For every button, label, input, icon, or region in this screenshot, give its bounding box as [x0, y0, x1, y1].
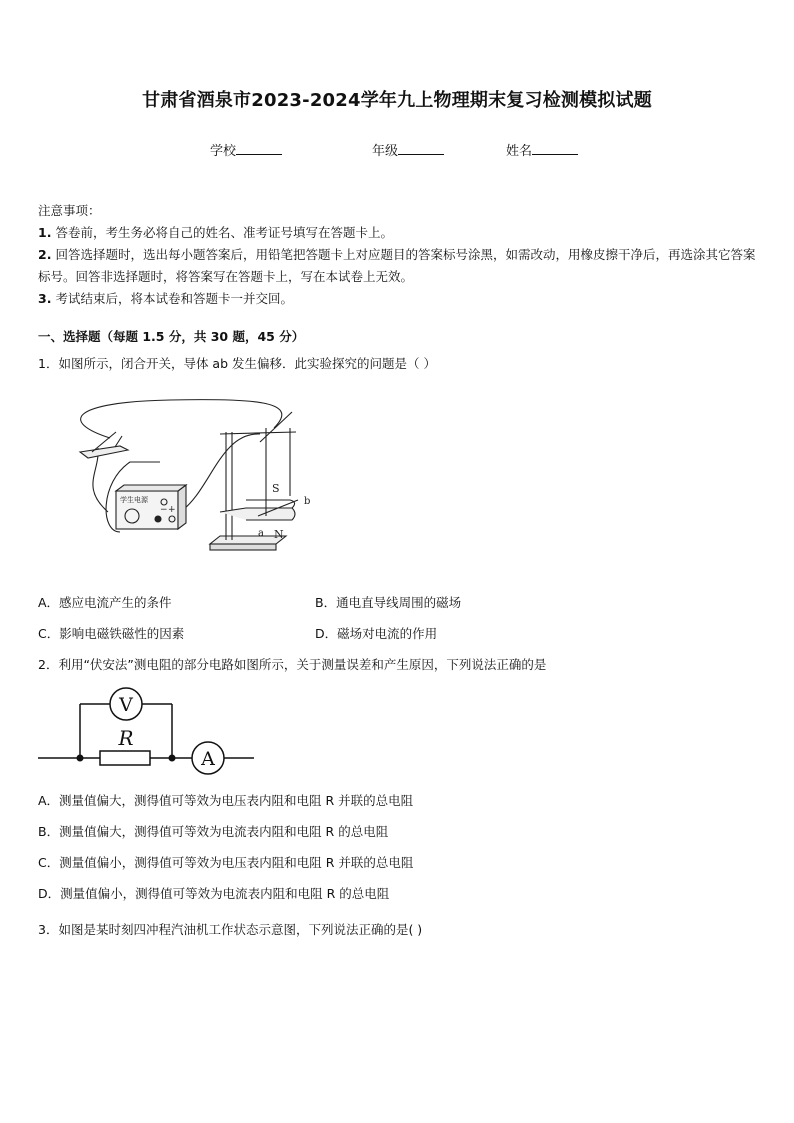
magnet-n-label: N [274, 528, 284, 541]
question-1-stem: 1．如图所示，闭合开关，导体 ab 发生偏移．此实验探究的问题是（ ） [38, 356, 436, 371]
junction-right [169, 755, 176, 762]
q1-option-d[interactable]: D．磁场对电流的作用 [315, 626, 438, 641]
note-1-text: 答卷前，考生务必将自己的姓名、准考证号填写在答题卡上。 [55, 225, 393, 240]
q2-option-d[interactable]: D．测量值偏小，测得值可等效为电流表内阻和电阻 R 的总电阻 [38, 886, 390, 901]
name-field [506, 140, 578, 159]
school-blank [236, 142, 282, 155]
ammeter-label: A [201, 748, 215, 770]
grade-label: 年级 [372, 144, 399, 159]
q2-circuit-figure [38, 684, 258, 780]
resistor-icon [100, 751, 150, 765]
school-field [210, 140, 282, 159]
magnet-s-label: S [272, 482, 280, 495]
q1-option-b[interactable]: B．通电直导线周围的磁场 [315, 595, 462, 610]
school-label: 学校 [210, 144, 237, 159]
notes-block [38, 200, 760, 310]
junction-left [77, 755, 84, 762]
q2-option-a[interactable]: A．测量值偏大，测得值可等效为电压表内阻和电阻 R 并联的总电阻 [38, 793, 414, 808]
q1-wire-top [81, 400, 282, 438]
note-item-2 [38, 244, 760, 288]
note-1-number: 1. [38, 225, 52, 240]
note-3-text: 考试结束后，将本试卷和答题卡一并交回。 [55, 291, 293, 306]
question-2-stem: 2．利用“伏安法”测电阻的部分电路如图所示，关于测量误差和产生原因，下列说法正确的是 [38, 657, 547, 672]
resistor-label: R [118, 726, 134, 750]
section-heading: 一、选择题（每题 1.5 分，共 30 题，45 分） [38, 329, 305, 344]
q1-experiment-figure [60, 392, 340, 564]
voltmeter-label: V [119, 694, 133, 716]
question-3-stem: 3．如图是某时刻四冲程汽油机工作状态示意图，下列说法正确的是( ) [38, 922, 423, 937]
q2-option-c[interactable]: C．测量值偏小，测得值可等效为电压表内阻和电阻 R 并联的总电阻 [38, 855, 414, 870]
grade-field [372, 140, 444, 159]
note-item-1 [38, 222, 760, 244]
power-supply-label: 学生电源 [120, 496, 148, 504]
note-3-number: 3. [38, 291, 52, 306]
power-minus-label: − [160, 505, 168, 515]
note-2-text: 回答选择题时，选出每小题答案后，用铅笔把答题卡上对应题目的答案标号涂黑，如需改动，用橡皮擦干净后，再选涂其它答案标号。回答非选择题时，将答案写在答题卡上，写在本试卷上无效。 [38, 247, 756, 284]
name-label: 姓名 [506, 144, 533, 159]
conductor-b-label: b [304, 496, 311, 507]
power-plus-label: + [168, 505, 176, 515]
q1-option-c[interactable]: C．影响电磁铁磁性的因素 [38, 626, 185, 641]
conductor-a-label: a [258, 528, 264, 539]
page-title: 甘肃省酒泉市2023-2024学年九上物理期末复习检测模拟试题 [142, 90, 652, 111]
note-item-3 [38, 288, 760, 310]
grade-blank [398, 142, 444, 155]
notes-heading: 注意事项： [38, 203, 101, 218]
note-2-number: 2. [38, 247, 52, 262]
q1-wire-left [93, 448, 108, 512]
q1-option-a[interactable]: A．感应电流产生的条件 [38, 595, 172, 610]
q2-option-b[interactable]: B．测量值偏大，测得值可等效为电流表内阻和电阻 R 的总电阻 [38, 824, 389, 839]
name-blank [532, 142, 578, 155]
